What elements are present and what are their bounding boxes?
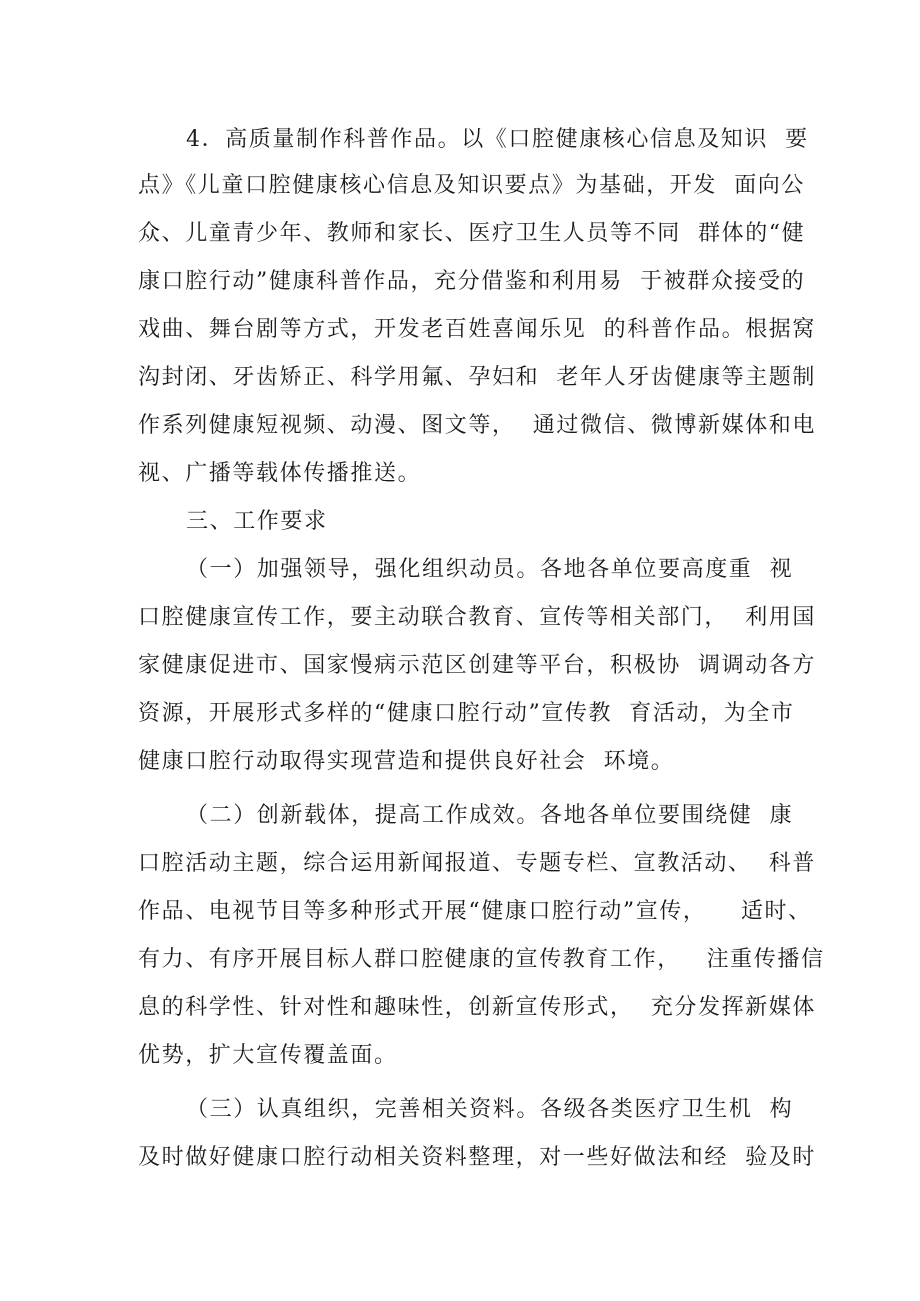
section-heading: 三、工作要求 [186, 509, 328, 534]
text-line: 视、广播等载体传播推送。 [138, 461, 422, 486]
text-line: 有力、有序开展目标人群口腔健康的宣传教育工作， 注重传播信 [138, 947, 825, 972]
text-line: 沟封闭、牙齿矫正、科学用氟、孕妇和 老年人牙齿健康等主题制 [138, 365, 816, 390]
text-line: 息的科学性、针对性和趣味性，创新宣传形式， 充分发挥新媒体 [138, 995, 816, 1020]
text-line: （一）加强领导，强化组织动员。各地各单位要高度重 视 [186, 557, 794, 582]
text-line: 戏曲、舞台剧等方式，开发老百姓喜闻乐见 的科普作品。根据窝 [138, 317, 816, 342]
text-line: 家健康促进市、国家慢病示范区创建等平台，积极协 调调动各方 [138, 653, 816, 678]
text-line: 作系列健康短视频、动漫、图文等， 通过微信、微博新媒体和电 [138, 413, 816, 438]
text-line: 点》《儿童口腔健康核心信息及知识要点》为基础，开发 面向公 [138, 173, 805, 198]
text-line: 作品、电视节目等多种形式开展“健康口腔行动”宣传， 适时、 [138, 899, 812, 924]
text-line: 口腔活动主题，综合运用新闻报道、专题专栏、宣教活动、 科普 [138, 851, 816, 876]
text-line: （三）认真组织，完善相关资料。各级各类医疗卫生机 构 [186, 1097, 794, 1122]
text-line: 优势，扩大宣传覆盖面。 [138, 1043, 398, 1068]
text-line: （二）创新载体，提高工作成效。各地各单位要围绕健 康 [186, 803, 794, 828]
text-line: 及时做好健康口腔行动相关资料整理，对一些好做法和经 验及时 [138, 1145, 816, 1170]
text-line: 口腔健康宣传工作，要主动联合教育、宣传等相关部门， 利用国 [138, 605, 816, 630]
text-line: 众、儿童青少年、教师和家长、医疗卫生人员等不同 群体的“健 [138, 221, 806, 246]
text-line: 康口腔行动”健康科普作品，充分借鉴和利用易 于被群众接受的 [138, 269, 806, 294]
text-line: 健康口腔行动取得实现营造和提供良好社会 环境。 [138, 749, 675, 774]
text-line: 4．高质量制作科普作品。以《口腔健康核心信息及知识 要 [186, 127, 809, 152]
text-line: 资源，开展形式多样的“健康口腔行动”宣传教 育活动，为全市 [138, 701, 795, 726]
